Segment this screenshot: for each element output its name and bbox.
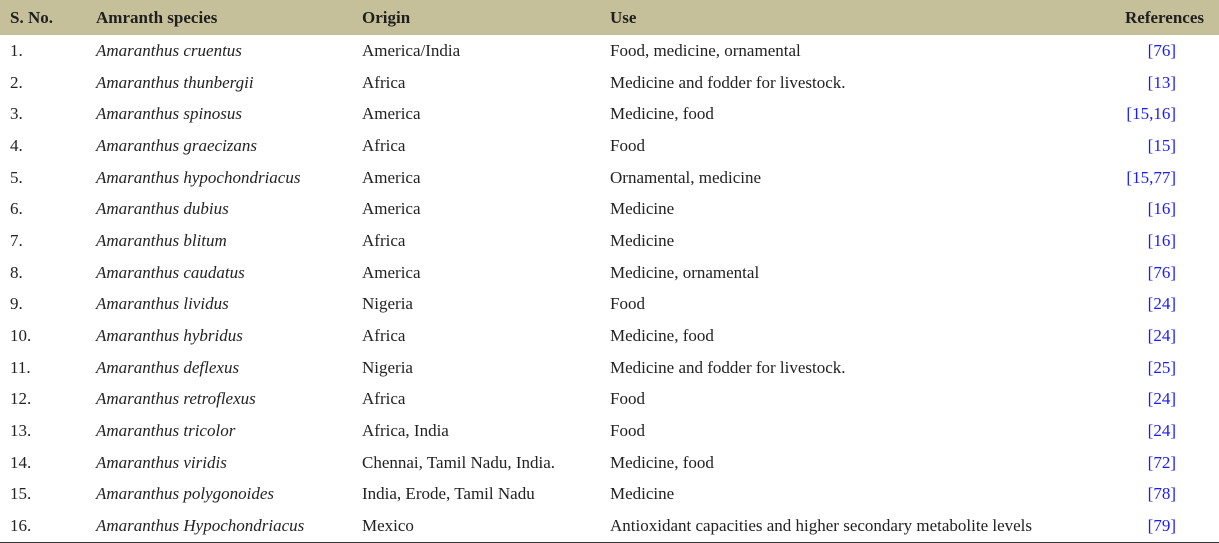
reference-link[interactable]: [15] xyxy=(1147,135,1176,155)
cell-origin: Chennai, Tamil Nadu, India. xyxy=(362,452,556,472)
cell-reference xyxy=(1070,447,1219,479)
cell-origin: Africa xyxy=(362,326,406,346)
table-row xyxy=(0,257,1219,289)
cell-use: Food xyxy=(610,421,645,441)
table-row xyxy=(0,320,1219,352)
cell-reference xyxy=(1070,130,1219,162)
cell-species: Amaranthus hybridus xyxy=(96,326,243,346)
cell-reference xyxy=(1070,352,1219,384)
cell-species: Amaranthus lividus xyxy=(96,294,229,314)
table-row xyxy=(0,415,1219,447)
cell-sno: 9. xyxy=(10,294,23,314)
cell-reference xyxy=(1070,67,1219,99)
reference-link[interactable]: [76] xyxy=(1147,40,1176,60)
table-row xyxy=(0,67,1219,99)
reference-link[interactable]: [25] xyxy=(1147,357,1176,377)
header-row xyxy=(0,0,1219,35)
cell-reference xyxy=(1070,193,1219,225)
cell-use: Food xyxy=(610,294,645,314)
table-row xyxy=(0,35,1219,67)
table-body xyxy=(0,35,1219,542)
cell-origin: America xyxy=(362,262,421,282)
cell-use: Medicine, food xyxy=(610,452,714,472)
cell-origin: America/India xyxy=(362,40,461,60)
cell-use: Medicine, ornamental xyxy=(610,262,760,282)
header-origin: Origin xyxy=(362,7,411,27)
cell-sno: 10. xyxy=(10,326,32,346)
reference-link[interactable]: [24] xyxy=(1147,421,1176,441)
table-row xyxy=(0,162,1219,194)
cell-species: Amaranthus hypochondriacus xyxy=(96,167,301,187)
cell-species: Amaranthus Hypochondriacus xyxy=(96,510,362,542)
cell-use: Food xyxy=(610,389,645,409)
cell-species: Amaranthus spinosus xyxy=(96,104,242,124)
cell-reference xyxy=(1070,98,1219,130)
cell-reference xyxy=(1070,415,1219,447)
cell-use: Antioxidant capacities and higher secondary metabolite levels xyxy=(610,510,1070,542)
cell-origin: Nigeria xyxy=(362,357,413,377)
cell-use: Food, medicine, ornamental xyxy=(610,40,801,60)
cell-origin: Africa, India xyxy=(362,421,449,441)
cell-origin: America xyxy=(362,199,421,219)
cell-reference xyxy=(1070,289,1219,321)
cell-species: Amaranthus retroflexus xyxy=(96,389,256,409)
cell-sno: 15. xyxy=(10,484,32,504)
cell-sno: 1. xyxy=(10,40,23,60)
cell-origin: India, Erode, Tamil Nadu xyxy=(362,484,535,504)
cell-species: Amaranthus blitum xyxy=(96,230,227,250)
cell-sno: 5. xyxy=(10,167,23,187)
cell-origin: Africa xyxy=(362,230,406,250)
cell-reference xyxy=(1070,162,1219,194)
cell-species: Amaranthus graecizans xyxy=(96,135,258,155)
cell-sno: 11. xyxy=(10,357,31,377)
cell-sno: 13. xyxy=(10,421,32,441)
cell-sno: 16. xyxy=(0,510,96,542)
table-row xyxy=(0,193,1219,225)
cell-origin: Africa xyxy=(362,72,406,92)
reference-link[interactable]: [24] xyxy=(1147,294,1176,314)
table-header xyxy=(0,0,1219,35)
reference-link[interactable]: [16] xyxy=(1147,199,1176,219)
reference-link[interactable]: [79] xyxy=(1147,515,1176,535)
header-references: References xyxy=(1125,7,1204,27)
reference-link[interactable]: [76] xyxy=(1147,262,1176,282)
cell-use: Medicine, food xyxy=(610,104,714,124)
cell-origin: Nigeria xyxy=(362,294,413,314)
cell-origin: Mexico xyxy=(362,510,610,542)
cell-sno: 4. xyxy=(10,135,23,155)
cell-sno: 7. xyxy=(10,230,23,250)
cell-species: Amaranthus caudatus xyxy=(96,262,245,282)
cell-species: Amaranthus tricolor xyxy=(96,421,236,441)
cell-reference xyxy=(1070,479,1219,511)
table-row xyxy=(0,225,1219,257)
reference-link[interactable]: [16] xyxy=(1147,230,1176,250)
cell-reference xyxy=(1070,225,1219,257)
table-row xyxy=(0,289,1219,321)
reference-link[interactable]: [24] xyxy=(1147,326,1176,346)
cell-use: Medicine xyxy=(610,199,675,219)
cell-species: Amaranthus polygonoides xyxy=(96,484,275,504)
cell-use: Medicine xyxy=(610,230,675,250)
cell-reference xyxy=(1070,257,1219,289)
cell-use: Ornamental, medicine xyxy=(610,167,762,187)
cell-use: Medicine xyxy=(610,484,675,504)
table-row xyxy=(0,384,1219,416)
reference-link[interactable]: [15,77] xyxy=(1126,167,1176,187)
cell-sno: 2. xyxy=(10,72,23,92)
cell-species: Amaranthus cruentus xyxy=(96,40,242,60)
table-row xyxy=(0,98,1219,130)
cell-reference xyxy=(1070,510,1219,542)
cell-use: Medicine and fodder for livestock. xyxy=(610,72,846,92)
cell-reference xyxy=(1070,35,1219,67)
cell-sno: 6. xyxy=(10,199,23,219)
cell-sno: 14. xyxy=(10,452,32,472)
reference-link[interactable]: [15,16] xyxy=(1126,104,1176,124)
reference-link[interactable]: [24] xyxy=(1147,389,1176,409)
cell-species: Amaranthus thunbergii xyxy=(96,72,254,92)
header-use: Use xyxy=(610,7,637,27)
cell-use: Medicine and fodder for livestock. xyxy=(610,357,846,377)
cell-origin: America xyxy=(362,104,421,124)
table-row xyxy=(0,352,1219,384)
cell-origin: America xyxy=(362,167,421,187)
reference-link[interactable]: [72] xyxy=(1147,452,1176,472)
cell-use: Medicine, food xyxy=(610,326,714,346)
cell-origin: Africa xyxy=(362,135,406,155)
header-sno: S. No. xyxy=(10,7,53,27)
header-species: Amranth species xyxy=(96,7,218,27)
cell-species: Amaranthus viridis xyxy=(96,452,227,472)
cell-reference xyxy=(1070,384,1219,416)
reference-link[interactable]: [78] xyxy=(1147,484,1176,504)
cell-origin: Africa xyxy=(362,389,406,409)
cell-sno: 3. xyxy=(10,104,23,124)
reference-link[interactable]: [13] xyxy=(1147,72,1176,92)
cell-species: Amaranthus deflexus xyxy=(96,357,240,377)
table-row xyxy=(0,130,1219,162)
cell-sno: 12. xyxy=(10,389,32,409)
cell-use: Food xyxy=(610,135,645,155)
table-row xyxy=(0,479,1219,511)
table-row xyxy=(0,447,1219,479)
cell-species: Amaranthus dubius xyxy=(96,199,229,219)
cell-sno: 8. xyxy=(10,262,23,282)
cell-reference xyxy=(1070,320,1219,352)
table-row xyxy=(0,510,1219,542)
